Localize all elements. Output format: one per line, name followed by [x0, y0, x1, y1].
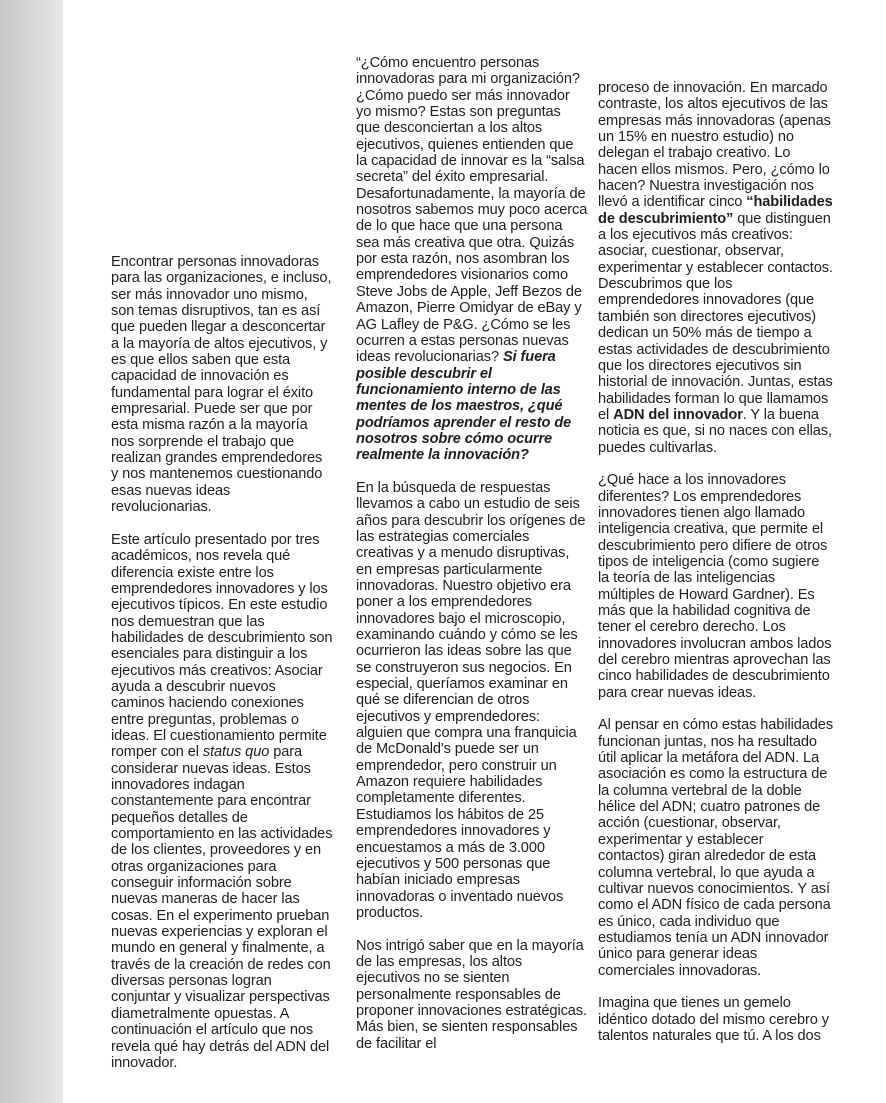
article-paragraph-2 [356, 480, 588, 921]
article-paragraph-5 [598, 472, 833, 701]
intro-text-2b: para considerar nuevas ideas. Estos innovadores indagan constantemente para encontrar pequeños detalles de comportamiento en las actividades de los clientes, proveedores y en otras organizaciones para conseguir información sobre nuevas maneras de hacer las cosas. En el experimento prueban nuevas experiencias y exploran el mundo en general y finalmente, a través de la creación de redes con diversas personas logran conjuntar y visualizar perspectivas diametralmente opuestas. A continuación el artículo que nos revela qué hay detrás del ADN del innovador. [111, 744, 333, 1071]
article-paragraph-7 [598, 995, 833, 1044]
article-text-4b: que distinguen a los ejecutivos más creativos: asociar, cuestionar, observar, experimentar y establecer contactos. Descubrimos que los emprendedores innovadores (que también son directores ejecutivos) dedican un 50% más de tiempo a estas actividades de descubrimiento que los directores ejecutivos sin historial de innovación. Juntas, estas habilidades forman lo que llamamos el [598, 210, 833, 423]
article-text-6: Al pensar en cómo estas habilidades funcionan juntas, nos ha resultado útil aplicar la metáfora del ADN. La asociación es como la estructura de la columna vertebral de la doble hélice del ADN; cuatro patrones de acción (cuestionar, observar, experimentar y establecer contactos) giran alrededor de esta columna vertebral, lo que ayuda a cultivar nuevos conocimientos. Y así como el ADN físico de cada persona es único, cada individuo que estudiamos tenía un ADN innovador único para generar ideas comerciales innovadoras. [598, 717, 834, 979]
status-quo-italic: status quo [202, 744, 270, 761]
discovery-skills-bold: “habilidades de descubrimiento” [598, 194, 833, 227]
article-paragraph-3 [356, 938, 588, 1052]
article-text-2: En la búsqueda de respuestas llevamos a cabo un estudio de seis años para descubrir los orígenes de las estrategias comerciales creativas y a menudo disruptivas, en empresas particularmente innovadoras. Nuestro objetivo era poner a los emprendedores innovadores bajo el microscopio, examinando cuándo y cómo se les ocurrieron las ideas sobre las que se construyeron sus negocios. En especial, queríamos examinar en qué se diferencian de otros ejecutivos y emprendedores: alguien que compra una franquicia de McDonald's puede ser un emprendedor, pero construir un Amazon requiere habilidades completamente diferentes. Estudiamos los hábitos de 25 emprendedores innovadores y encuestamos a más de 3.000 ejecutivos y 500 personas que habían iniciado empresas innovadoras o inventado nuevos productos. [356, 479, 586, 921]
left-margin-bar [0, 0, 63, 1103]
column-3 [598, 80, 833, 1044]
article-text-1a: “¿Cómo encuentro personas innovadoras para mi organización? ¿Cómo puedo ser más innovador yo mismo? Estas son preguntas que desconciertan a los altos ejecutivos, quienes entienden que la capacidad de innovar es la “salsa secreta” del éxito empresarial. Desafortunadamente, la mayoría de nosotros sabemos muy poco acerca de lo que hace que una persona sea más creativa que otra. Quizás por esta razón, nos asombran los emprendedores visionarios como Steve Jobs de Apple, Jeff Bezos de Amazon, Pierre Omidyar de eBay y AG Lafley de P&G. ¿Cómo se les ocurren a estas personas nuevas ideas revolucionarias? [356, 55, 588, 366]
innovator-dna-bold: ADN del innovador [613, 406, 743, 423]
intro-text-2a: Este artículo presentado por tres académicos, nos revela qué diferencia existe entre los emprendedores innovadores y los ejecutivos típicos. En este estudio nos demuestran que las habilidades de descubrimiento son esenciales para distinguir a los ejecutivos más creativos: Asociar ayuda a descubrir nuevos caminos haciendo conexiones entre preguntas, problemas o ideas. El cuestionamiento permite romper con el [111, 531, 333, 761]
article-paragraph-6 [598, 717, 833, 979]
intro-paragraph-1 [111, 254, 333, 516]
article-text-3: Nos intrigó saber que en la mayoría de las empresas, los altos ejecutivos no se sienten personalmente responsables de proponer innovaciones estratégicas. Más bien, se sienten responsables de facilitar el [356, 937, 587, 1052]
article-paragraph-4 [598, 80, 833, 456]
column-1 [111, 254, 333, 1071]
highlighted-question: Si fuera posible descubrir el funcionamiento interno de las mentes de los maestros, ¿qué podríamos aprender el resto de nosotros sobre cómo ocurre realmente la innovación? [356, 349, 572, 464]
article-text-7: Imagina que tienes un gemelo idéntico dotado del mismo cerebro y talentos naturales que tú. A los dos [598, 995, 829, 1044]
intro-paragraph-2 [111, 532, 333, 1071]
article-text-4c: . Y la buena noticia es que, si no naces con ellas, puedes cultivarlas. [598, 406, 832, 456]
column-2 [356, 55, 588, 1052]
intro-text-1: Encontrar personas innovadoras para las organizaciones, e incluso, ser más innovador uno mismo, son temas disruptivos, tan es así que pueden llegar a desconcertar a la mayoría de altos ejecutivos, y es que ellos saben que esta capacidad de innovación es fundamental para lograr el éxito empresarial. Puede ser que por esta misma razón a la mayoría nos sorprende el trabajo que realizan grandes emprendedores y nos mantenemos cuestionando esas nuevas ideas revolucionarias. [111, 254, 332, 516]
article-paragraph-1 [356, 55, 588, 464]
article-text-5: ¿Qué hace a los innovadores diferentes? Los emprendedores innovadores tienen algo llamado inteligencia creativa, que permite el descubrimiento pero difiere de otros tipos de inteligencia (como sugiere la teoría de las inteligencias múltiples de Howard Gardner). Es más que la habilidad cognitiva de tener el cerebro derecho. Los innovadores involucran ambos lados del cerebro mientras aprovechan las cinco habilidades de descubrimiento para crear nuevas ideas. [598, 472, 832, 701]
article-text-4a: proceso de innovación. En marcado contraste, los altos ejecutivos de las empresas más innovadoras (apenas un 15% en nuestro estudio) no delegan el trabajo creativo. Lo hacen ellos mismos. Pero, ¿cómo lo hacen? Nuestra investigación nos llevó a identificar cinco [598, 80, 831, 211]
